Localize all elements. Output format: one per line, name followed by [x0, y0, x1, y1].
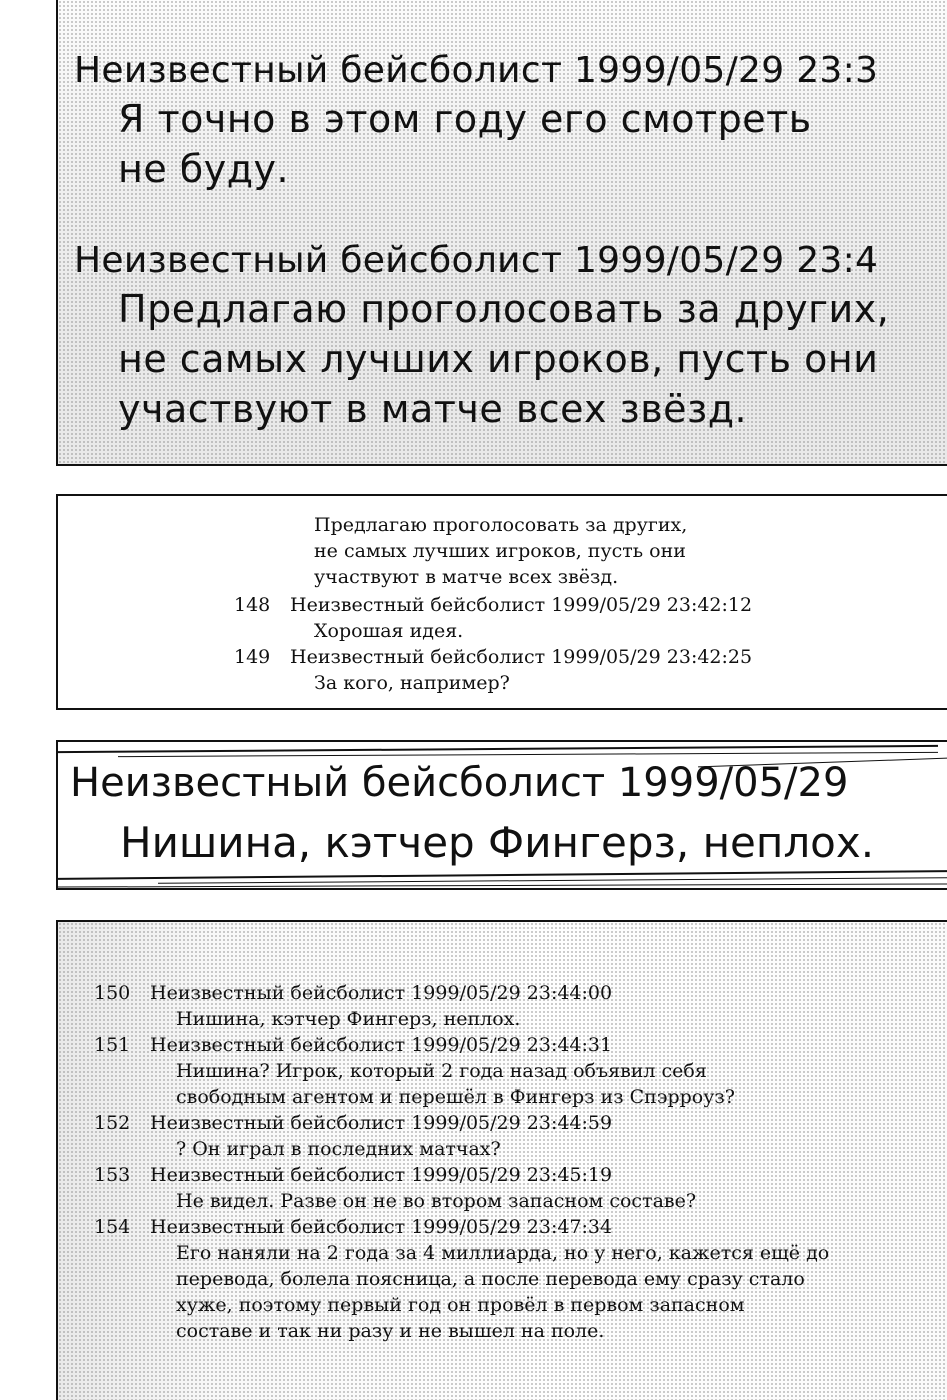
post-line: Хорошая идея.	[314, 620, 464, 642]
post-line: не самых лучших игроков, пусть они	[314, 540, 686, 562]
post-line: Нишина, кэтчер Фингерз, неплох.	[176, 1008, 521, 1030]
post-line: За кого, например?	[314, 672, 510, 694]
post-header: Неизвестный бейсболист 1999/05/29 23:44:59	[150, 1112, 613, 1134]
post-number: 150	[94, 982, 131, 1004]
post-header: Неизвестный бейсболист 1999/05/29 23:44:00	[150, 982, 613, 1004]
panel-forum-screen-2	[56, 920, 947, 1400]
post-body	[118, 284, 889, 434]
speed-line	[58, 883, 947, 887]
post-line: Нишина, кэтчер Фингерз, неплох.	[120, 818, 875, 867]
post-body	[118, 94, 812, 194]
post-header: Неизвестный бейсболист 1999/05/29	[70, 760, 849, 806]
post-number: 154	[94, 1216, 131, 1238]
post-header: Неизвестный бейсболист 1999/05/29 23:47:34	[150, 1216, 613, 1238]
post-number: 148	[234, 594, 271, 616]
post-number: 152	[94, 1112, 131, 1134]
post-line: Его наняли на 2 года за 4 миллиарда, но у него, кажется ещё до	[176, 1242, 830, 1264]
post-line: составе и так ни разу и не вышел на поле.	[176, 1320, 605, 1342]
post-line: не самых лучших игроков, пусть они	[118, 337, 879, 381]
post-header: Неизвестный бейсболист 1999/05/29 23:4	[74, 240, 879, 281]
post-line: ? Он играл в последних матчах?	[176, 1138, 501, 1160]
post-line: Предлагаю проголосовать за других,	[118, 287, 890, 331]
post-line: не буду.	[118, 147, 290, 191]
post-line: Нишина? Игрок, который 2 года назад объявил себя	[176, 1060, 707, 1082]
post-header: Неизвестный бейсболист 1999/05/29 23:42:25	[290, 646, 753, 668]
post-line: свободным агентом и перешёл в Фингерз из Спэрроуз?	[176, 1086, 735, 1108]
panel-forum-zoom-2	[56, 740, 947, 890]
post-line: перевода, болела поясница, а после перевода ему сразу стало	[176, 1268, 805, 1290]
post-line: участвуют в матче всех звёзд.	[118, 387, 748, 431]
post-line: Я точно в этом году его смотреть	[118, 97, 812, 141]
post-number: 151	[94, 1034, 131, 1056]
panel-forum-zoom-1	[56, 0, 947, 466]
post-number: 149	[234, 646, 271, 668]
post-header: Неизвестный бейсболист 1999/05/29 23:45:19	[150, 1164, 613, 1186]
post-line: Предлагаю проголосовать за других,	[314, 514, 688, 536]
post-line: участвуют в матче всех звёзд.	[314, 566, 619, 588]
post-line: Не видел. Разве он не во втором запасном составе?	[176, 1190, 697, 1212]
speed-line	[118, 752, 938, 757]
panel-forum-screen-1	[56, 494, 947, 710]
post-line: хуже, поэтому первый год он провёл в первом запасном	[176, 1294, 745, 1316]
speed-line	[158, 877, 947, 884]
post-header: Неизвестный бейсболист 1999/05/29 23:3	[74, 50, 879, 91]
post-header: Неизвестный бейсболист 1999/05/29 23:44:31	[150, 1034, 613, 1056]
post-header: Неизвестный бейсболист 1999/05/29 23:42:12	[290, 594, 753, 616]
post-number: 153	[94, 1164, 131, 1186]
